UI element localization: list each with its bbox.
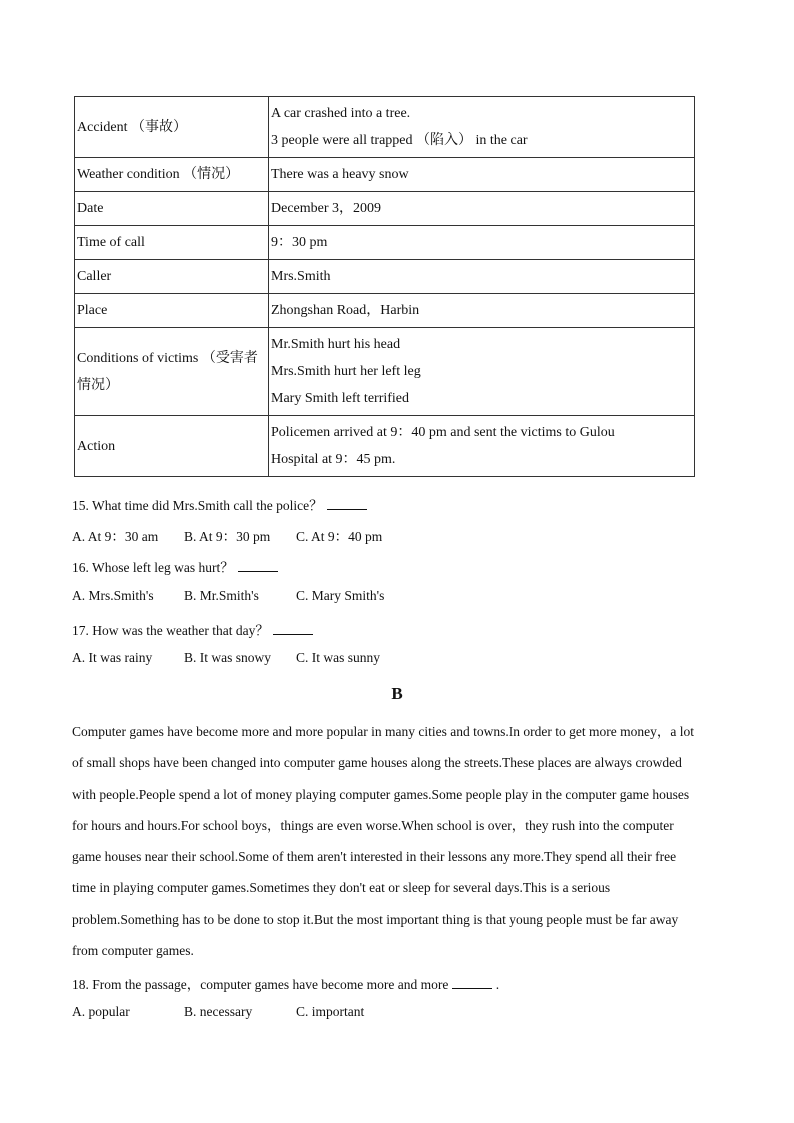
option-b: B. It was snowy [184, 650, 271, 665]
question-stem: 15. What time did Mrs.Smith call the police？ [72, 498, 323, 513]
reading-passage [72, 716, 722, 966]
question-end: . [495, 977, 500, 992]
question-17 [72, 619, 313, 639]
row-label: Action [75, 416, 269, 477]
row-label: Date [75, 192, 269, 226]
table-row [75, 158, 695, 192]
question-16-options [72, 588, 384, 604]
question-18 [72, 973, 499, 993]
answer-blank [238, 559, 278, 572]
cell-line: There was a heavy snow [271, 167, 409, 182]
cell-line: Mrs.Smith hurt her left leg [271, 364, 421, 379]
row-value [269, 226, 695, 260]
cell-line: Hospital at 9：45 pm. [271, 452, 396, 467]
row-value [269, 328, 695, 416]
row-label: Caller [75, 260, 269, 294]
question-stem: 17. How was the weather that day？ [72, 623, 269, 638]
passage-line: problem.Something has to be done to stop it.But the most important thing is that young people must be far away [72, 911, 679, 927]
passage-line: from computer games. [72, 943, 194, 959]
option-c: C. Mary Smith's [296, 588, 385, 603]
cell-line: Policemen arrived at 9：40 pm and sent the victims to Gulou [271, 425, 615, 440]
row-label: Weather condition （情况） [75, 158, 269, 192]
option-c: C. It was sunny [296, 650, 380, 665]
passage-line: Computer games have become more and more popular in many cities and towns.In order to get more money，a lot [72, 724, 694, 739]
row-label: Conditions of victims （受害者情况） [75, 328, 269, 416]
passage-line: time in playing computer games.Sometimes they don't eat or sleep for several days.This is a serious [72, 880, 611, 896]
accident-info-table [74, 96, 695, 477]
passage-line: with people.People spend a lot of money playing computer games.Some people play in the computer game houses [72, 786, 690, 802]
answer-blank [327, 497, 367, 510]
option-b: B. At 9：30 pm [184, 529, 271, 544]
row-value [269, 416, 695, 477]
row-value [269, 294, 695, 328]
question-17-options [72, 650, 380, 666]
option-a: A. At 9：30 am [72, 529, 159, 544]
table-row [75, 416, 695, 477]
option-b: B. Mr.Smith's [184, 588, 259, 603]
table-row [75, 192, 695, 226]
table-row [75, 260, 695, 294]
option-b: B. necessary [184, 1004, 253, 1019]
answer-blank [452, 976, 492, 989]
cell-line: December 3，2009 [271, 201, 382, 216]
answer-blank [273, 622, 313, 635]
row-value [269, 192, 695, 226]
question-stem: 16. Whose left leg was hurt？ [72, 560, 234, 575]
question-stem: 18. From the passage，computer games have become more and more [72, 977, 449, 992]
option-c: C. important [296, 1004, 365, 1019]
table-row [75, 328, 695, 416]
row-label: Place [75, 294, 269, 328]
option-a: A. Mrs.Smith's [72, 588, 154, 603]
table-row [75, 226, 695, 260]
cell-line: Mrs.Smith [271, 269, 331, 284]
cell-line: Zhongshan Road，Harbin [271, 303, 420, 318]
passage-line: game houses near their school.Some of them aren't interested in their lessons any more.They spend all their free [72, 849, 677, 865]
question-16 [72, 556, 278, 576]
row-value [269, 260, 695, 294]
cell-line: A car crashed into a tree. [271, 106, 411, 121]
cell-line: Mary Smith left terrified [271, 391, 410, 406]
section-title: B [391, 684, 403, 703]
cell-line: 9：30 pm [271, 235, 328, 250]
row-label: Time of call [75, 226, 269, 260]
option-a: A. popular [72, 1004, 130, 1019]
passage-line: of small shops have been changed into computer game houses along the streets.These places are always crowded [72, 755, 682, 771]
row-label: Accident （事故） [75, 97, 269, 158]
question-15 [72, 494, 367, 514]
table-row [75, 294, 695, 328]
question-18-options [72, 1004, 364, 1020]
option-a: A. It was rainy [72, 650, 153, 665]
option-c: C. At 9：40 pm [296, 529, 383, 544]
row-value [269, 97, 695, 158]
cell-line: Mr.Smith hurt his head [271, 337, 401, 352]
question-15-options [72, 525, 382, 545]
cell-line: 3 people were all trapped （陷入） in the car [271, 133, 528, 148]
row-value [269, 158, 695, 192]
table-row [75, 97, 695, 158]
passage-line: for hours and hours.For school boys，things are even worse.When school is over，they rush into the computer [72, 817, 674, 833]
